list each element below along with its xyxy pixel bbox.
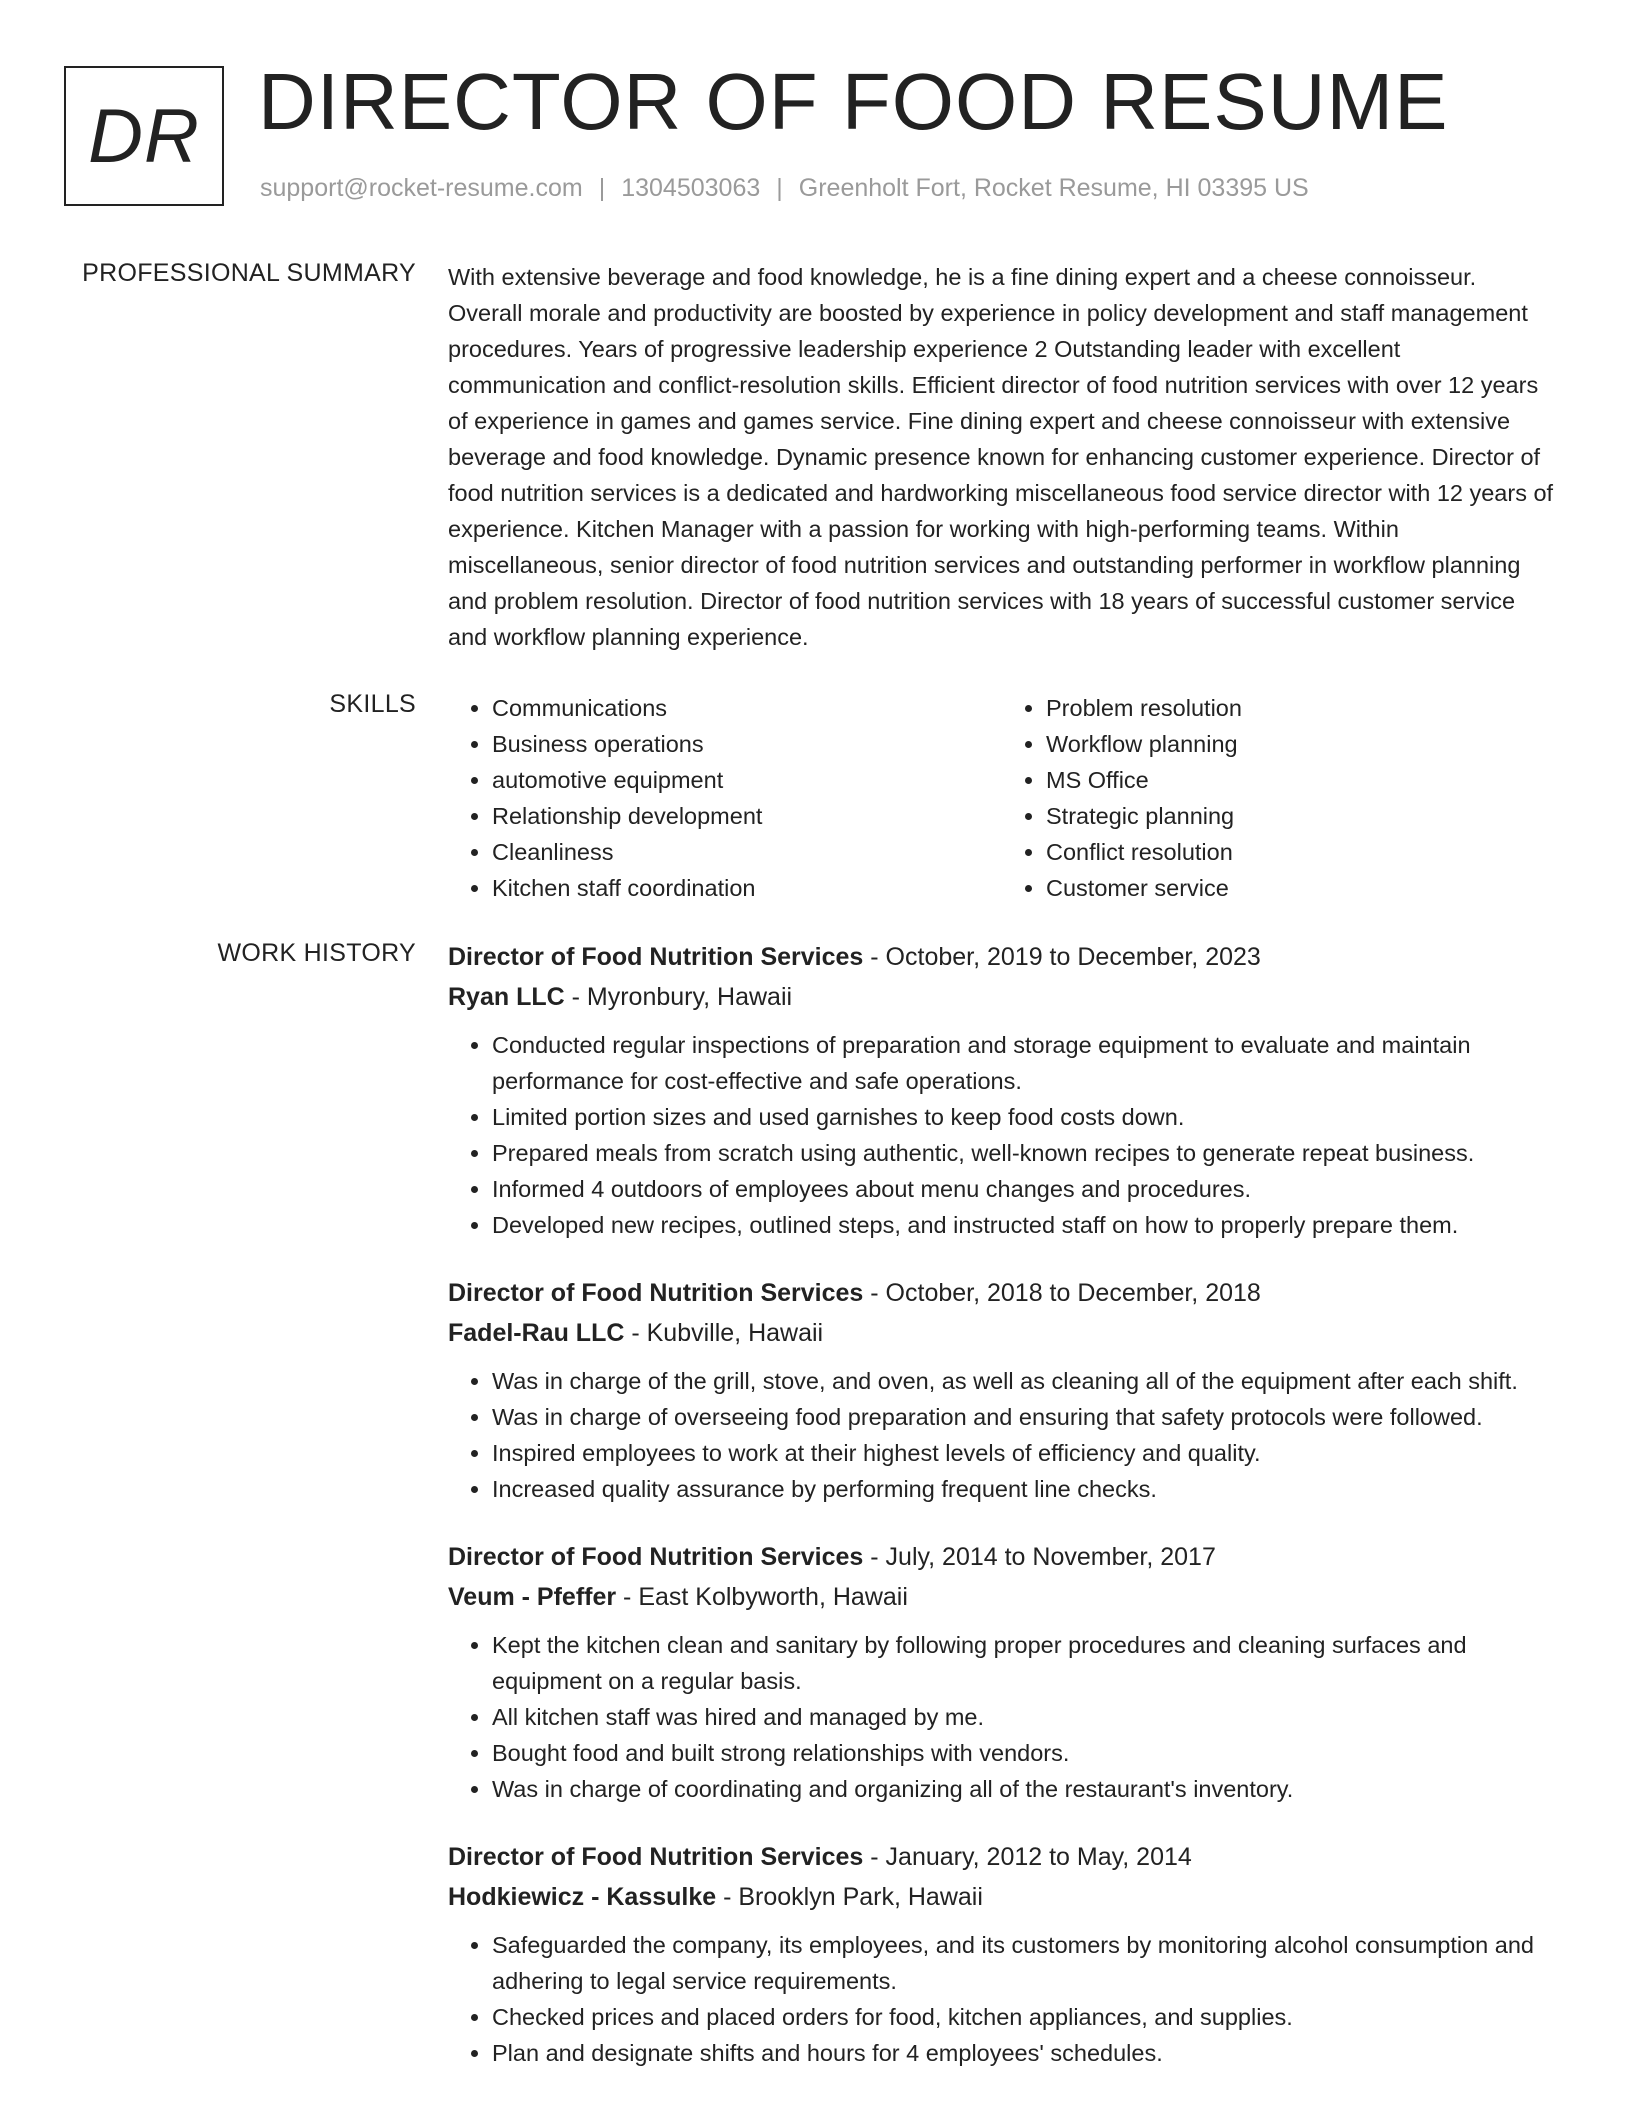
job-company: Ryan LLC xyxy=(448,983,565,1011)
job-bullet: • Was in charge of coordinating and organizing all of the restaurant's inventory. xyxy=(492,1771,1556,1807)
job-dates: - October, 2019 to December, 2023 xyxy=(863,943,1261,971)
skill-item: • Conflict resolution xyxy=(1046,834,1556,870)
job-title-line xyxy=(448,1537,1556,1577)
contact-separator: | xyxy=(776,174,783,202)
resume-title: DIRECTOR OF FOOD RESUME xyxy=(258,57,1449,146)
contact-line xyxy=(260,174,1309,203)
job-bullet: • Plan and designate shifts and hours for 4 employees' schedules. xyxy=(492,2035,1556,2071)
job-bullets xyxy=(448,1363,1556,1507)
skills-list-left xyxy=(448,690,1002,906)
job-company: Veum - Pfeffer xyxy=(448,1583,617,1611)
job-dates: - January, 2012 to May, 2014 xyxy=(863,1843,1192,1871)
job-location: - Kubville, Hawaii xyxy=(624,1319,824,1347)
skill-item: • Workflow planning xyxy=(1046,726,1556,762)
job-company: Fadel-Rau LLC xyxy=(448,1319,625,1347)
job-entry xyxy=(448,937,1556,1243)
job-dates: - October, 2018 to December, 2018 xyxy=(863,1279,1261,1307)
job-bullet: • Safeguarded the company, its employees, and its customers by monitoring alcohol consumption and adhering to legal service requirements. xyxy=(492,1927,1556,1999)
job-company-line xyxy=(448,1877,1556,1917)
job-bullet: • Conducted regular inspections of preparation and storage equipment to evaluate and maintain performance for cost-effective and safe operations. xyxy=(492,1027,1556,1099)
skill-item: • Strategic planning xyxy=(1046,798,1556,834)
contact-email: support@rocket-resume.com xyxy=(260,174,583,202)
job-entry xyxy=(448,1837,1556,2071)
skill-item: • Cleanliness xyxy=(492,834,1002,870)
section-label-summary: PROFESSIONAL SUMMARY xyxy=(82,259,416,287)
skill-item: • Relationship development xyxy=(492,798,1002,834)
section-label-work: WORK HISTORY xyxy=(217,939,416,967)
skill-item: • MS Office xyxy=(1046,762,1556,798)
skill-item: • automotive equipment xyxy=(492,762,1002,798)
skill-item: • Customer service xyxy=(1046,870,1556,906)
summary-body xyxy=(448,259,1556,655)
job-company-line xyxy=(448,1577,1556,1617)
job-bullet: • Was in charge of the grill, stove, and oven, as well as cleaning all of the equipment after each shift. xyxy=(492,1363,1556,1399)
section-label-skills: SKILLS xyxy=(329,690,416,718)
job-title: Director of Food Nutrition Services xyxy=(448,943,864,971)
skills-body xyxy=(448,690,1556,906)
job-bullet: • Informed 4 outdoors of employees about menu changes and procedures. xyxy=(492,1171,1556,1207)
job-bullet: • Increased quality assurance by performing frequent line checks. xyxy=(492,1471,1556,1507)
monogram-badge: DR xyxy=(64,66,224,206)
summary-text: With extensive beverage and food knowledge, he is a fine dining expert and a cheese connoisseur. Overall morale and productivity are boosted by experience in policy development and staff management procedures. Years of progressive leadership experience 2 Outstanding leader with excellent communication and conflict-resolution skills. Efficient director of food nutrition services with over 12 years of experience in games and games service. Fine dining expert and cheese connoisseur with extensive beverage and food knowledge. Dynamic presence known for enhancing customer experience. Director of food nutrition services is a dedicated and hardworking miscellaneous food service director with 12 years of experience. Kitchen Manager with a passion for working with high-performing teams. Within miscellaneous, senior director of food nutrition services and outstanding performer in workflow planning and problem resolution. Director of food nutrition services with 18 years of successful customer service and workflow planning experience. xyxy=(448,264,1554,650)
skill-item: • Communications xyxy=(492,690,1002,726)
job-company-line xyxy=(448,1313,1556,1353)
job-title: Director of Food Nutrition Services xyxy=(448,1279,864,1307)
contact-separator: | xyxy=(598,174,606,202)
job-title-line xyxy=(448,1837,1556,1877)
job-bullets xyxy=(448,1927,1556,2071)
job-location: - Myronbury, Hawaii xyxy=(564,983,793,1011)
skills-list-right xyxy=(1002,690,1556,906)
job-bullet: • Checked prices and placed orders for food, kitchen appliances, and supplies. xyxy=(492,1999,1556,2035)
contact-address: Greenholt Fort, Rocket Resume, HI 03395 US xyxy=(798,174,1309,202)
job-bullet: • Was in charge of overseeing food preparation and ensuring that safety protocols were followed. xyxy=(492,1399,1556,1435)
job-bullet: • Limited portion sizes and used garnishes to keep food costs down. xyxy=(492,1099,1556,1135)
job-dates: - July, 2014 to November, 2017 xyxy=(863,1543,1216,1571)
job-bullet: • Bought food and built strong relationships with vendors. xyxy=(492,1735,1556,1771)
job-bullets xyxy=(448,1027,1556,1243)
skill-item: • Problem resolution xyxy=(1046,690,1556,726)
job-bullet: • Developed new recipes, outlined steps, and instructed staff on how to properly prepare them. xyxy=(492,1207,1556,1243)
job-bullet: • All kitchen staff was hired and managed by me. xyxy=(492,1699,1556,1735)
job-entry xyxy=(448,1273,1556,1507)
job-location: - Brooklyn Park, Hawaii xyxy=(716,1883,983,1911)
job-bullets xyxy=(448,1627,1556,1807)
work-history-body xyxy=(448,937,1556,2101)
job-location: - East Kolbyworth, Hawaii xyxy=(616,1583,908,1611)
job-bullet: • Kept the kitchen clean and sanitary by following proper procedures and cleaning surfaces and equipment on a regular basis. xyxy=(492,1627,1556,1699)
job-title-line xyxy=(448,937,1556,977)
job-title: Director of Food Nutrition Services xyxy=(448,1843,864,1871)
job-title-line xyxy=(448,1273,1556,1313)
job-title: Director of Food Nutrition Services xyxy=(448,1543,864,1571)
contact-phone: 1304503063 xyxy=(621,174,761,202)
job-bullet: • Prepared meals from scratch using authentic, well-known recipes to generate repeat business. xyxy=(492,1135,1556,1171)
job-entry xyxy=(448,1537,1556,1807)
job-company-line xyxy=(448,977,1556,1017)
skill-item: • Business operations xyxy=(492,726,1002,762)
job-company: Hodkiewicz - Kassulke xyxy=(448,1883,717,1911)
skills-columns xyxy=(448,690,1556,906)
skill-item: • Kitchen staff coordination xyxy=(492,870,1002,906)
job-bullet: • Inspired employees to work at their highest levels of efficiency and quality. xyxy=(492,1435,1556,1471)
